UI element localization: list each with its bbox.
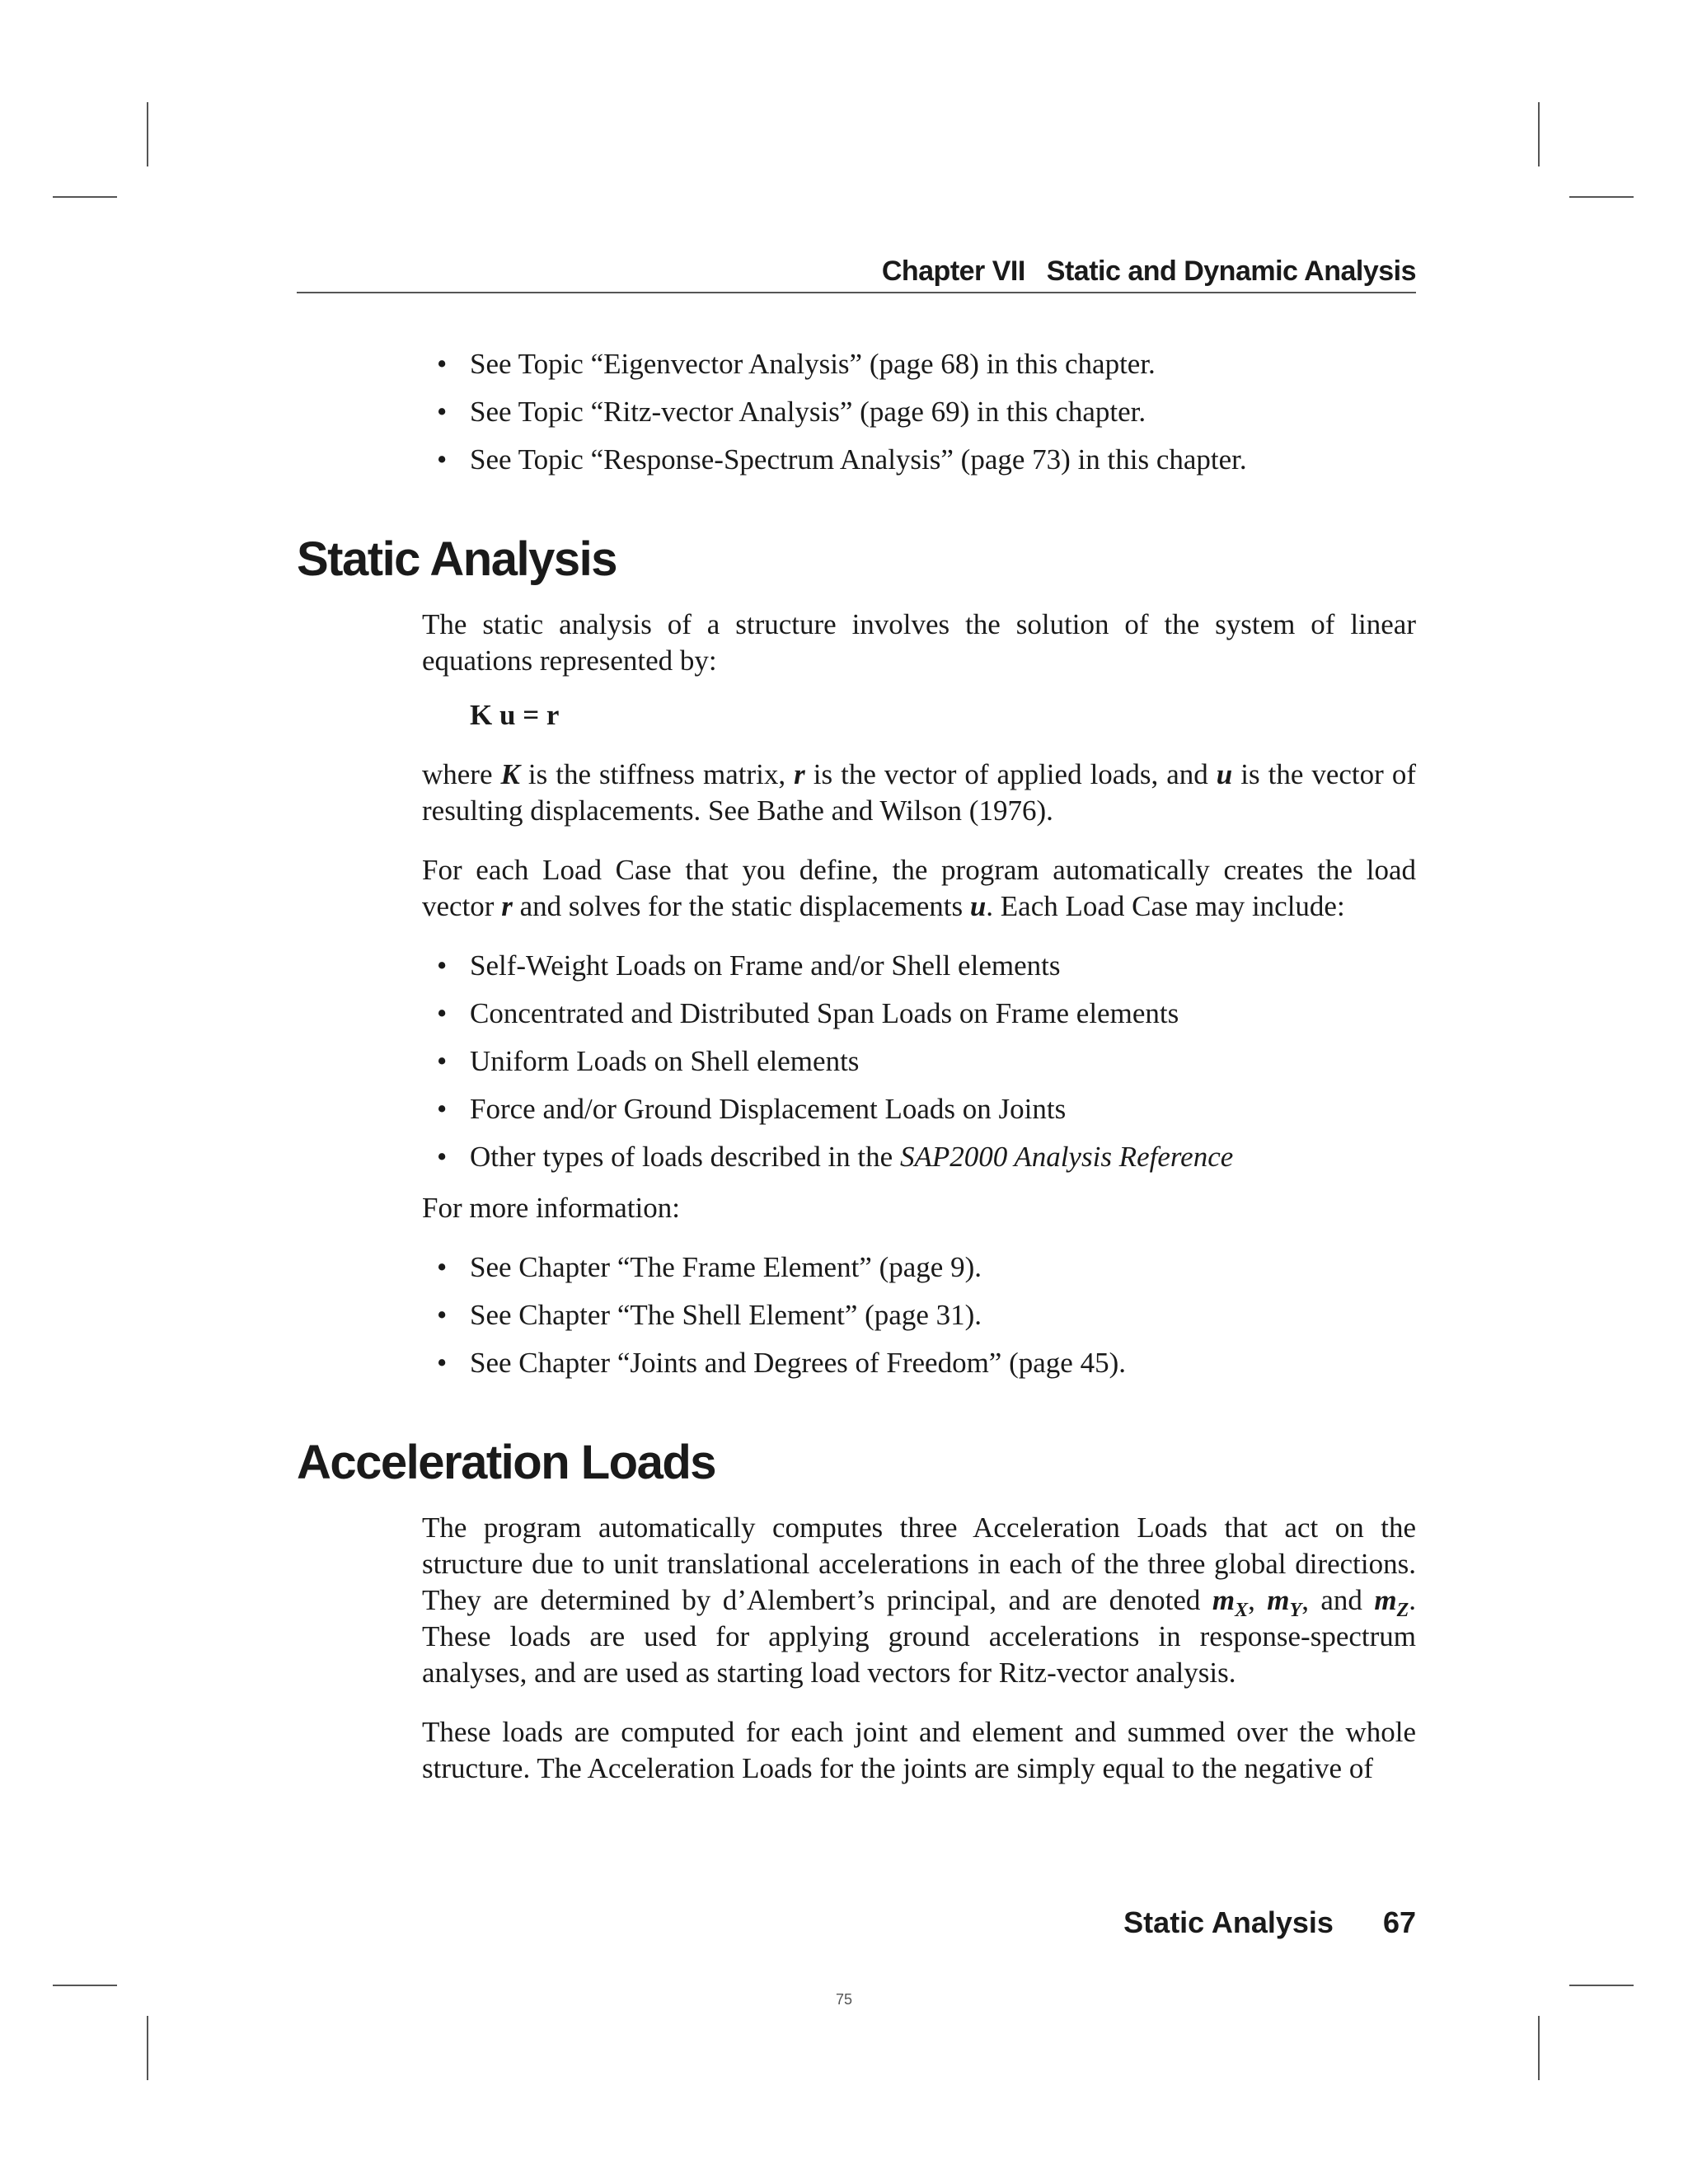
load-type-bullet-list	[437, 948, 1416, 1175]
static-intro-paragraph: The static analysis of a structure involves the solution of the system of linear equations represented by:	[422, 608, 1416, 677]
header-title: Static and Dynamic Analysis	[1046, 255, 1416, 287]
list-item: • Uniform Loads on Shell elements	[437, 1043, 1416, 1080]
list-item: • See Chapter “Joints and Degrees of Freedom” (page 45).	[437, 1345, 1416, 1381]
where-text: where	[422, 758, 501, 790]
load-case-text: and solves for the static displacements	[512, 890, 970, 922]
footer-section-title: Static Analysis	[1123, 1905, 1334, 1939]
load-case-text: . Each Load Case may include:	[986, 890, 1345, 922]
subscript-y: Y	[1289, 1600, 1302, 1621]
footer-page-number: 67	[1382, 1905, 1416, 1939]
list-item: • See Topic “Eigenvector Analysis” (page 68) in this chapter.	[437, 346, 1416, 382]
symbol-r: r	[794, 758, 805, 790]
list-item	[437, 1139, 1416, 1175]
list-item: • See Chapter “The Frame Element” (page 9).	[437, 1249, 1416, 1286]
symbol-my: $m_Y$	[1267, 1584, 1302, 1621]
header-chapter: Chapter VII	[881, 255, 1025, 287]
acceleration-text: . These loads are used for applying ground accelerations in response-spectrum analyses, and are used as starting load vectors for Ritz-vector analysis.	[422, 1584, 1416, 1689]
list-item: • Force and/or Ground Displacement Loads on Joints	[437, 1091, 1416, 1127]
load-case-text: For each Load Case that you define, the program automatically creates the load vector	[422, 854, 1416, 922]
crop-mark-bottom-left-vertical	[147, 2016, 148, 2080]
subscript-z: Z	[1396, 1600, 1409, 1621]
crop-mark-bottom-right-vertical	[1538, 2016, 1540, 2080]
section-heading-static-analysis: Static Analysis	[297, 532, 617, 586]
info-bullet-list	[437, 1249, 1416, 1381]
equation: K u = r	[470, 699, 560, 731]
page-body	[297, 330, 1416, 1787]
more-info-label: For more information:	[422, 1192, 681, 1224]
subscript-x: X	[1235, 1600, 1249, 1621]
crop-mark-bottom-right-horizontal	[1569, 1985, 1634, 1986]
crop-mark-bottom-left-horizontal	[53, 1985, 117, 1986]
intro-bullet-list	[437, 346, 1416, 478]
symbol-mz: $m_Z$	[1374, 1584, 1409, 1621]
list-item: • Concentrated and Distributed Span Loads on Frame elements	[437, 996, 1416, 1032]
crop-mark-top-right-vertical	[1538, 102, 1540, 166]
crop-mark-top-left-horizontal	[53, 196, 117, 198]
acceleration-paragraph-2: These loads are computed for each joint and element and summed over the whole structure. The Acceleration Loads for the joints are simply equal to the negative of	[422, 1716, 1416, 1784]
symbol-r: r	[501, 890, 513, 922]
crop-mark-top-left-vertical	[147, 102, 148, 166]
other-loads-text: Other types of loads described in the	[470, 1141, 900, 1173]
symbol-k: K	[500, 758, 520, 790]
symbol-u: u	[1216, 758, 1233, 790]
running-header	[297, 255, 1416, 293]
running-footer	[297, 1905, 1416, 1940]
list-item: • See Chapter “The Shell Element” (page 31).	[437, 1297, 1416, 1333]
symbol-u: u	[969, 890, 987, 922]
list-item: • See Topic “Ritz-vector Analysis” (page 69) in this chapter.	[437, 394, 1416, 430]
where-paragraph	[422, 757, 1416, 829]
scan-page-number: 75	[835, 1991, 853, 2008]
where-text: is the stiffness matrix,	[519, 758, 795, 790]
section-heading-acceleration-loads: Acceleration Loads	[297, 1436, 716, 1489]
list-item: • Self-Weight Loads on Frame and/or Shell elements	[437, 948, 1416, 984]
crop-mark-top-right-horizontal	[1569, 196, 1634, 198]
where-text: is the vector of resulting displacements. See Bathe and Wilson (1976).	[422, 758, 1416, 827]
list-item: • See Topic “Response-Spectrum Analysis” (page 73) in this chapter.	[437, 442, 1416, 478]
symbol-mx: $m_X$	[1212, 1584, 1249, 1621]
acceleration-text: The program automatically computes three Acceleration Loads that act on the structure due to unit translational accelerations in each of the three global directions. They are determined by d’Alembert’s principal, and are denoted	[422, 1511, 1416, 1616]
acceleration-paragraph-1: The program automatically computes three Acceleration Loads that act on the structure due to unit translational accelerations in each of the three global directions. They are determined by d’Alembert’s principal, and are denoted $m_X$, $m_Y$, and $m_Z$. These loads are used for applying ground accelerations in response-spectrum analyses, and are used as starting load vectors for Ritz-vector analysis.	[422, 1511, 1416, 1689]
analysis-reference-title: SAP2000 Analysis Reference	[899, 1141, 1234, 1173]
where-text: is the vector of applied loads, and	[804, 758, 1217, 790]
load-case-paragraph	[422, 852, 1416, 925]
